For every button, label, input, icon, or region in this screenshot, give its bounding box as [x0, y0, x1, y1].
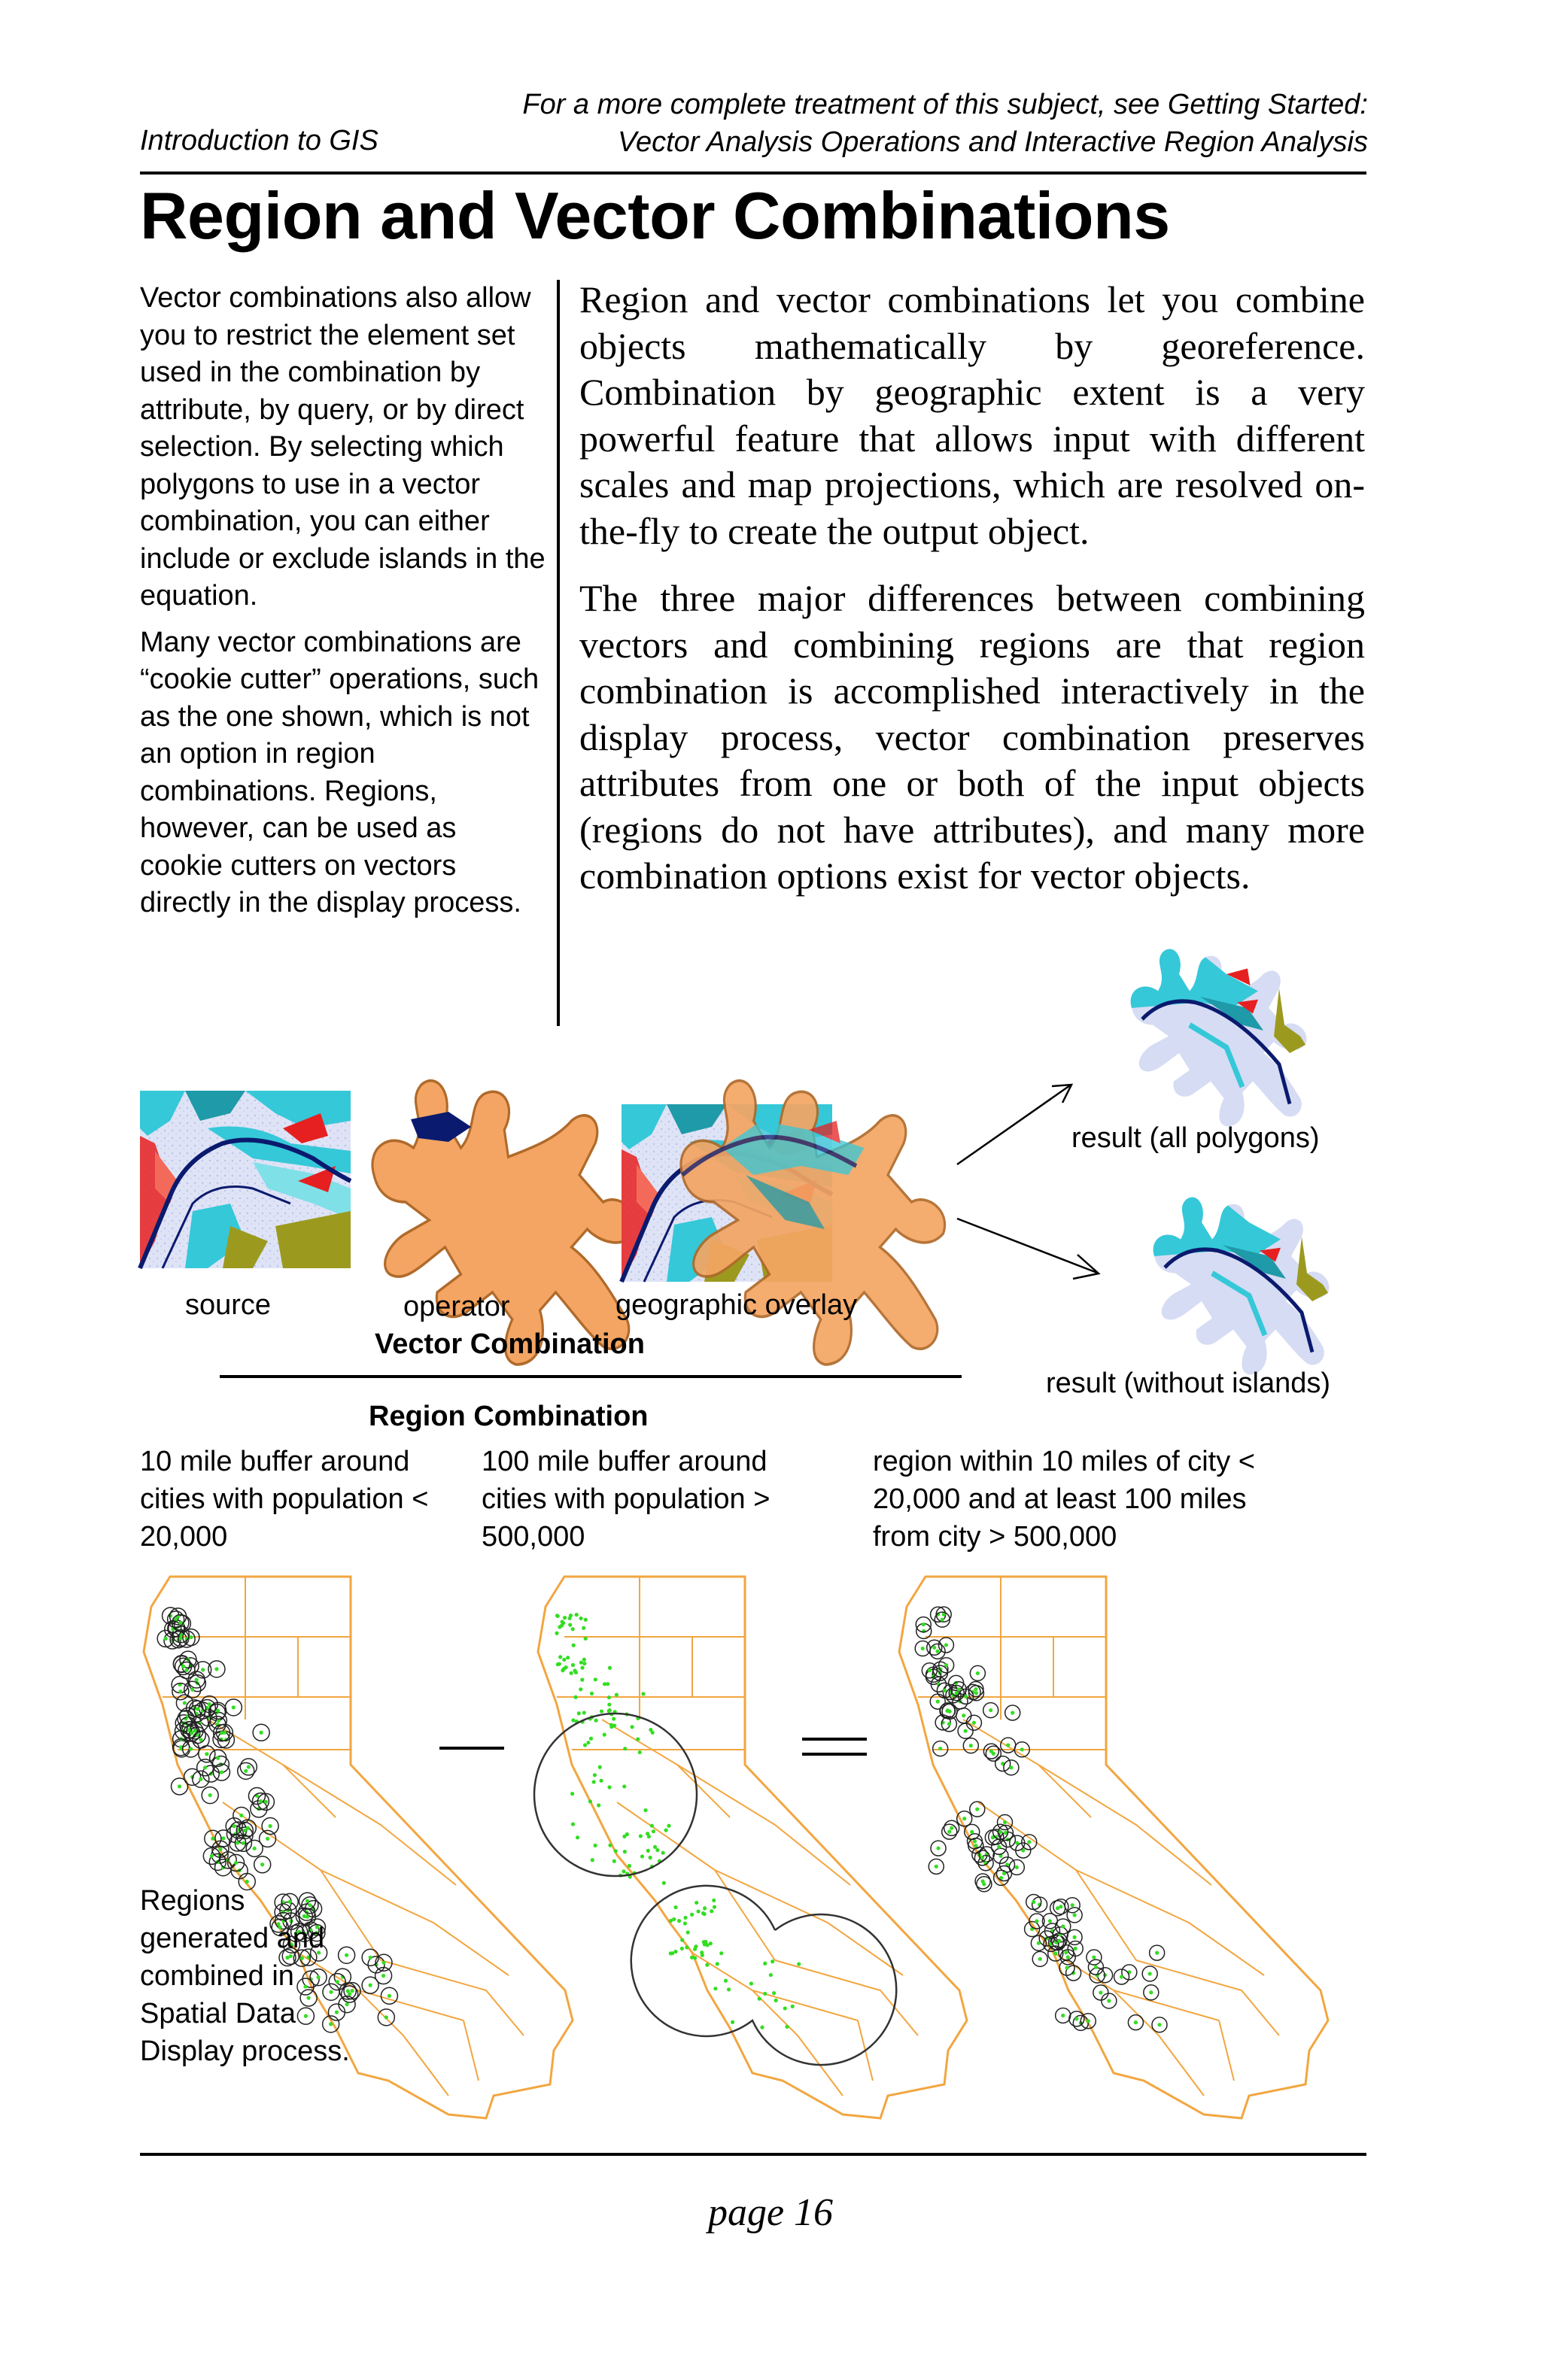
- california-map-3: [899, 1577, 1328, 2118]
- region-combination-title: Region Combination: [369, 1401, 649, 1432]
- arrow-to-result-without-islands: [957, 1219, 1097, 1273]
- source-map-image: [140, 1091, 351, 1268]
- geographic-overlay-image: [622, 1081, 945, 1365]
- vector-combination-title: Vector Combination: [375, 1328, 645, 1360]
- header-section-label: Introduction to GIS: [140, 125, 378, 156]
- region-description-2: 100 mile buffer around cities with population > 500,000: [482, 1446, 770, 1553]
- region-description-1: 10 mile buffer around cities with population < 20,000: [140, 1446, 429, 1553]
- caption-operator: operator: [403, 1291, 510, 1322]
- page-title: Region and Vector Combinations: [140, 178, 1170, 253]
- body-paragraph-1: Region and vector combinations let you combine objects mathematically by georeference. Combination by geographic extent is a very powerful feature that allows input with different scales and map projections, which are resolved on-the-fly to create the output object.: [579, 278, 1365, 552]
- result-all-polygons-image: [1131, 949, 1307, 1127]
- caption-source: source: [185, 1289, 272, 1321]
- region-description-3: region within 10 miles of city < 20,000 and at least 100 miles from city > 500,000: [873, 1446, 1255, 1553]
- arrow-to-result-all: [957, 1085, 1070, 1164]
- sidebar-paragraph-2: Many vector combinations are “cookie cutter” operations, such as the one shown, which is not an option in region combinations. Regions, however, can be used as cookie cutters on vectors directly in the display process.: [140, 626, 540, 918]
- region-note: Regions generated and combined in Spatial Data Display process.: [140, 1885, 350, 2067]
- caption-result-without-islands: result (without islands): [1046, 1368, 1331, 1399]
- body-paragraph-2: The three major differences between combining vectors and combining regions are that region combination is accomplished interactively in the display process, vector combination preserves attributes from one or both of the input objects (regions do not have attributes), and many more combination options exist for vector objects.: [579, 577, 1365, 897]
- header-reference-line2: Vector Analysis Operations and Interactive Region Analysis: [618, 126, 1368, 158]
- sidebar-paragraph-1: Vector combinations also allow you to restrict the element set used in the combination by attribute, by query, or by direct selection. By selecting which polygons to use in a vector combination, you can either include or exclude islands in the equation.: [140, 282, 546, 612]
- caption-geographic-overlay: geographic overlay: [615, 1289, 858, 1321]
- caption-result-all-polygons: result (all polygons): [1071, 1122, 1320, 1154]
- header-reference-line1: For a more complete treatment of this subject, see Getting Started:: [522, 89, 1368, 120]
- page-number: page 16: [707, 2191, 834, 2234]
- footer-rule: [140, 2153, 1366, 2156]
- result-without-islands-image: [1153, 1198, 1330, 1375]
